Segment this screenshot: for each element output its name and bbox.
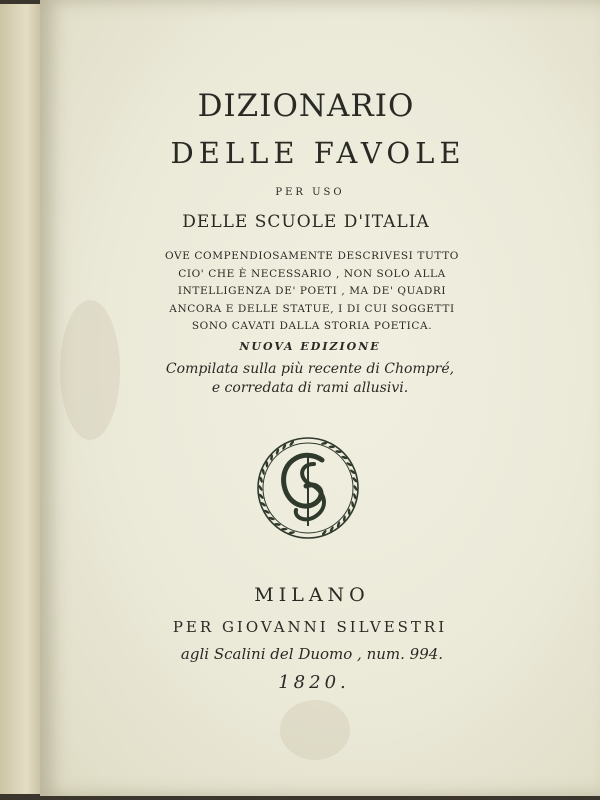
book-title-line2: DELLE FAVOLE — [170, 136, 466, 170]
compilation-note — [10, 360, 600, 398]
description-line: INTELLIGENZA DE' POETI , MA DE' QUADRI — [177, 285, 447, 297]
laurel-wreath-monogram-icon — [250, 430, 366, 546]
laurel-leaf — [348, 509, 351, 515]
laurel-leaf — [329, 446, 335, 449]
description-line: ANCORA E DELLE STATUE, I DI CUI SOGGETTI — [169, 302, 455, 315]
laurel-leaf — [266, 461, 269, 467]
publication-year: 1820. — [278, 672, 350, 693]
book-title-line1: DIZIONARIO — [197, 88, 415, 124]
city-name: MILANO — [254, 584, 370, 606]
description-line: OVE COMPENDIOSAMENTE DESCRIVESI TUTTO — [164, 250, 460, 262]
subtitle-scuole: DELLE SCUOLE D'ITALIA — [182, 212, 430, 232]
edition-label: NUOVA EDIZIONE — [239, 340, 381, 353]
description-line: CIO' CHE È NECESSARIO , NON SOLO ALLA — [178, 267, 446, 280]
description-line: SONO CAVATI DALLA STORIA POETICA. — [191, 320, 433, 332]
laurel-leaf — [281, 528, 287, 531]
publisher-address: agli Scalini del Duomo , num. 994. — [180, 645, 444, 663]
compilation-line: e corredata di rami allusivi. — [211, 380, 409, 396]
publisher-name: PER GIOVANNI SILVESTRI — [172, 618, 448, 636]
compilation-line: Compilata sulla più recente di Chompré, — [165, 361, 455, 377]
paper-stain — [280, 700, 350, 760]
description-block — [12, 248, 600, 336]
per-uso-text: PER USO — [275, 187, 345, 198]
